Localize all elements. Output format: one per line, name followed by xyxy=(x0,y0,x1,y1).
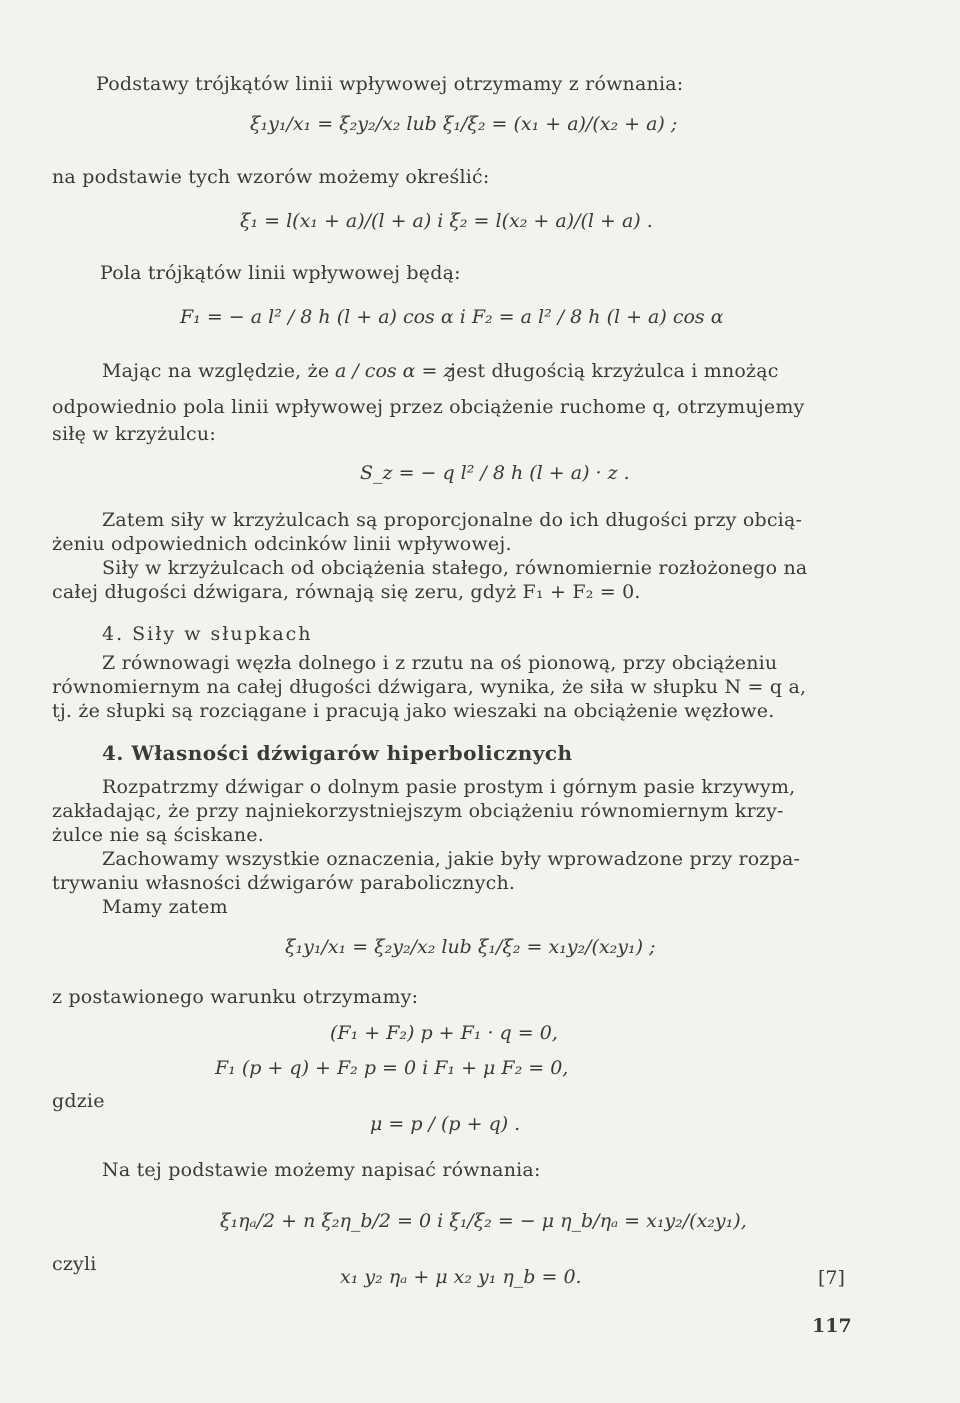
text-line: trywaniu własności dźwigarów parabolicznych. xyxy=(52,872,516,894)
equation: ξ₁ = l(x₁ + a)/(l + a) i ξ₂ = l(x₂ + a)/(l + a) . xyxy=(240,210,653,232)
text-line: żulce nie są ściskane. xyxy=(52,824,264,846)
text-line: zakładając, że przy najniekorzystniejszym obciążeniu równomiernym krzy- xyxy=(52,800,784,822)
text-line: całej długości dźwigara, równają się zeru, gdyż F₁ + F₂ = 0. xyxy=(52,581,641,603)
equation: x₁ y₂ ηₐ + μ x₂ y₁ η_b = 0. xyxy=(340,1266,582,1288)
equation: F₁ (p + q) + F₂ p = 0 i F₁ + μ F₂ = 0, xyxy=(215,1057,569,1079)
text-line: jest długością krzyżulca i mnożąc xyxy=(450,360,779,382)
reference-mark: [7] xyxy=(818,1267,845,1289)
text-line: Zachowamy wszystkie oznaczenia, jakie były wprowadzone przy rozpa- xyxy=(102,848,801,870)
equation: a / cos α = z xyxy=(335,360,454,382)
equation: (F₁ + F₂) p + F₁ · q = 0, xyxy=(330,1022,558,1044)
text-line: Pola trójkątów linii wpływowej będą: xyxy=(100,262,461,284)
text-line: czyli xyxy=(52,1253,97,1275)
text-line: żeniu odpowiednich odcinków linii wpływowej. xyxy=(52,533,512,555)
equation: ξ₁ηₐ/2 + n ξ₂η_b/2 = 0 i ξ₁/ξ₂ = − μ η_b/ηₐ = x₁y₂/(x₂y₁), xyxy=(220,1210,747,1232)
section-heading: 4. Własności dźwigarów hiperbolicznych xyxy=(102,741,573,765)
text-line: Zatem siły w krzyżulcach są proporcjonalne do ich długości przy obcią- xyxy=(102,509,803,531)
text-line: Podstawy trójkątów linii wpływowej otrzymamy z równania: xyxy=(96,73,684,95)
equation: μ = p / (p + q) . xyxy=(370,1113,521,1135)
text-line: Na tej podstawie możemy napisać równania: xyxy=(102,1159,541,1181)
equation: ξ₁y₁/x₁ = ξ₂y₂/x₂ lub ξ₁/ξ₂ = (x₁ + a)/(x₂ + a) ; xyxy=(250,113,678,135)
section-heading: 4. Siły w słupkach xyxy=(102,623,313,645)
page-number: 117 xyxy=(812,1315,852,1337)
text-line: Rozpatrzmy dźwigar o dolnym pasie prostym i górnym pasie krzywym, xyxy=(102,776,796,798)
equation: F₁ = − a l² / 8 h (l + a) cos α i F₂ = a l² / 8 h (l + a) cos α xyxy=(180,306,724,328)
text-line: siłę w krzyżulcu: xyxy=(52,423,216,445)
text-line: odpowiednio pola linii wpływowej przez obciążenie ruchome q, otrzymujemy xyxy=(52,396,805,418)
text-line: z postawionego warunku otrzymamy: xyxy=(52,986,419,1008)
equation: S_z = − q l² / 8 h (l + a) · z . xyxy=(360,462,630,484)
text-line: Z równowagi węzła dolnego i z rzutu na oś pionową, przy obciążeniu xyxy=(102,652,778,674)
text-line: tj. że słupki są rozciągane i pracują jako wieszaki na obciążenie węzłowe. xyxy=(52,700,775,722)
text-line: Siły w krzyżulcach od obciążenia stałego, równomiernie rozłożonego na xyxy=(102,557,808,579)
text-line: gdzie xyxy=(52,1090,105,1112)
text-line: na podstawie tych wzorów możemy określić: xyxy=(52,166,490,188)
text-line: Mamy zatem xyxy=(102,896,228,918)
equation: ξ₁y₁/x₁ = ξ₂y₂/x₂ lub ξ₁/ξ₂ = x₁y₂/(x₂y₁) ; xyxy=(285,936,656,958)
text-line: Mając na względzie, że xyxy=(102,360,330,382)
text-line: równomiernym na całej długości dźwigara, wynika, że siła w słupku N = q a, xyxy=(52,676,807,698)
